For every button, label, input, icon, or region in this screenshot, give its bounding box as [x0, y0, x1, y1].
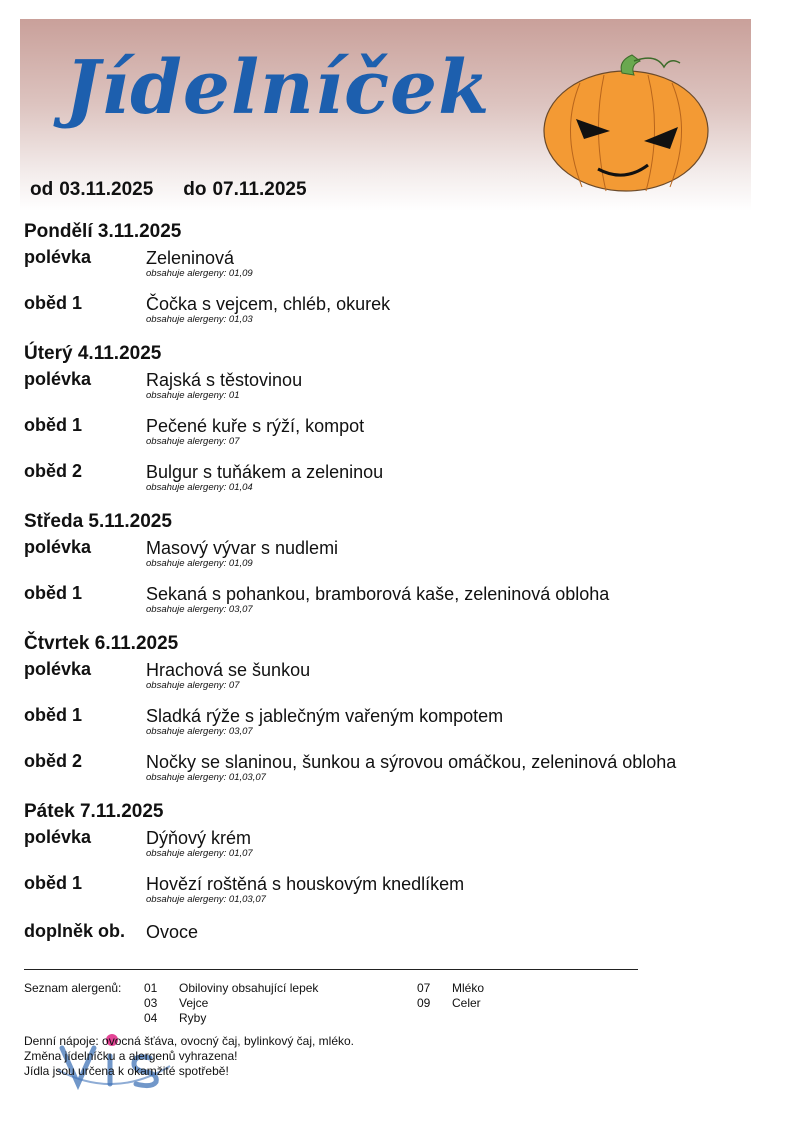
meal-name: Nočky se slaninou, šunkou a sýrovou omáčkou, zeleninová obloha: [146, 752, 677, 772]
meal-name: Bulgur s tuňákem a zeleninou: [146, 462, 384, 482]
meal-row: [24, 750, 774, 796]
meal-allergens: obsahuje alergeny: 01,03: [146, 314, 253, 325]
meal-row: [24, 292, 774, 338]
header-banner: [20, 19, 751, 211]
meal-allergens: obsahuje alergeny: 01,03,07: [146, 894, 266, 905]
meal-label: oběd 1: [24, 873, 83, 893]
allergen-name: Mléko: [452, 981, 485, 995]
meal-name: Zeleninová: [146, 248, 235, 268]
meal-row: [24, 582, 774, 628]
meal-label: oběd 2: [24, 461, 83, 481]
allergen-code: 03: [144, 996, 158, 1010]
meal-allergens: obsahuje alergeny: 01,07: [146, 848, 253, 859]
allergen-legend-title: Seznam alergenů:: [24, 981, 122, 995]
meal-label: oběd 1: [24, 705, 83, 725]
allergen-item: [417, 981, 484, 996]
day-section: [24, 218, 774, 338]
meal-label: polévka: [24, 369, 92, 389]
note-line: Jídla jsou určena k okamžité spotřebě!: [24, 1064, 229, 1078]
allergen-name: Ryby: [179, 1011, 207, 1025]
meal-label: polévka: [24, 827, 92, 847]
meal-row: [24, 826, 774, 872]
divider: [24, 969, 638, 970]
allergen-code: 07: [417, 981, 431, 995]
meal-allergens: obsahuje alergeny: 01,09: [146, 268, 253, 279]
meal-allergens: obsahuje alergeny: 07: [146, 680, 240, 691]
note-line: Změna jídelníčku a alergenů vyhrazena!: [24, 1049, 238, 1063]
meal-allergens: obsahuje alergeny: 01,04: [146, 482, 253, 493]
meal-allergens: obsahuje alergeny: 01,03,07: [146, 772, 266, 783]
from-date: 03.11.2025: [59, 179, 154, 200]
day-title: Čtvrtek 6.11.2025: [24, 633, 179, 654]
menu-days: [24, 218, 774, 950]
to-date: 07.11.2025: [212, 179, 307, 200]
allergen-item: [144, 996, 208, 1011]
from-label: od: [30, 179, 54, 200]
day-section: [24, 340, 774, 506]
meal-row: [24, 246, 774, 292]
meal-name: Sekaná s pohankou, bramborová kaše, zeleninová obloha: [146, 584, 610, 604]
day-title: Pátek 7.11.2025: [24, 801, 164, 822]
meal-label: oběd 1: [24, 583, 83, 603]
allergen-code: 01: [144, 981, 158, 995]
meal-label: polévka: [24, 659, 92, 679]
day-title: Úterý 4.11.2025: [24, 343, 162, 364]
meal-allergens: obsahuje alergeny: 01: [146, 390, 240, 401]
notes: [24, 1034, 354, 1079]
note-line: Denní nápoje: ovocná šťáva, ovocný čaj, bylinkový čaj, mléko.: [24, 1034, 355, 1048]
meal-row: [24, 536, 774, 582]
meal-row: [24, 368, 774, 414]
allergen-name: Obiloviny obsahující lepek: [179, 981, 319, 995]
allergen-item: [144, 1011, 206, 1026]
meal-name: Pečené kuře s rýží, kompot: [146, 416, 365, 436]
day-title: Pondělí 3.11.2025: [24, 221, 182, 242]
allergen-code: 04: [144, 1011, 158, 1025]
meal-name: Čočka s vejcem, chléb, okurek: [146, 294, 391, 314]
to-label: do: [183, 179, 207, 200]
allergen-name: Celer: [452, 996, 481, 1010]
meal-row: [24, 704, 774, 750]
meal-label: oběd 1: [24, 293, 83, 313]
meal-allergens: obsahuje alergeny: 03,07: [146, 726, 253, 737]
meal-label: polévka: [24, 537, 92, 557]
meal-name: Masový vývar s nudlemi: [146, 538, 339, 558]
meal-label: polévka: [24, 247, 92, 267]
allergen-item: [417, 996, 481, 1011]
meal-label: oběd 1: [24, 415, 83, 435]
meal-row: [24, 460, 774, 506]
meal-name: Sladká rýže s jablečným vařeným kompotem: [146, 706, 504, 726]
meal-name: Dýňový krém: [146, 828, 252, 848]
meal-allergens: obsahuje alergeny: 07: [146, 436, 240, 447]
meal-allergens: obsahuje alergeny: 01,09: [146, 558, 253, 569]
day-title: Středa 5.11.2025: [24, 511, 172, 532]
meal-name: Hovězí roštěná s houskovým knedlíkem: [146, 874, 465, 894]
meal-name: Hrachová se šunkou: [146, 660, 311, 680]
extra-label: doplněk ob.: [24, 921, 125, 941]
meal-row: [24, 872, 774, 918]
allergen-code: 09: [417, 996, 431, 1010]
meal-label: oběd 2: [24, 751, 83, 771]
day-section: [24, 798, 774, 948]
day-section: [24, 630, 774, 796]
meal-row: [24, 414, 774, 460]
pumpkin-icon: [540, 53, 712, 193]
date-range: [30, 179, 313, 201]
meal-name: Rajská s těstovinou: [146, 370, 303, 390]
extra-row: [24, 918, 774, 948]
day-section: [24, 508, 774, 628]
page-title: Jídelníček: [65, 45, 491, 131]
meal-allergens: obsahuje alergeny: 03,07: [146, 604, 253, 615]
meal-row: [24, 658, 774, 704]
allergen-name: Vejce: [179, 996, 209, 1010]
extra-name: Ovoce: [146, 922, 199, 942]
allergen-item: [144, 981, 318, 996]
